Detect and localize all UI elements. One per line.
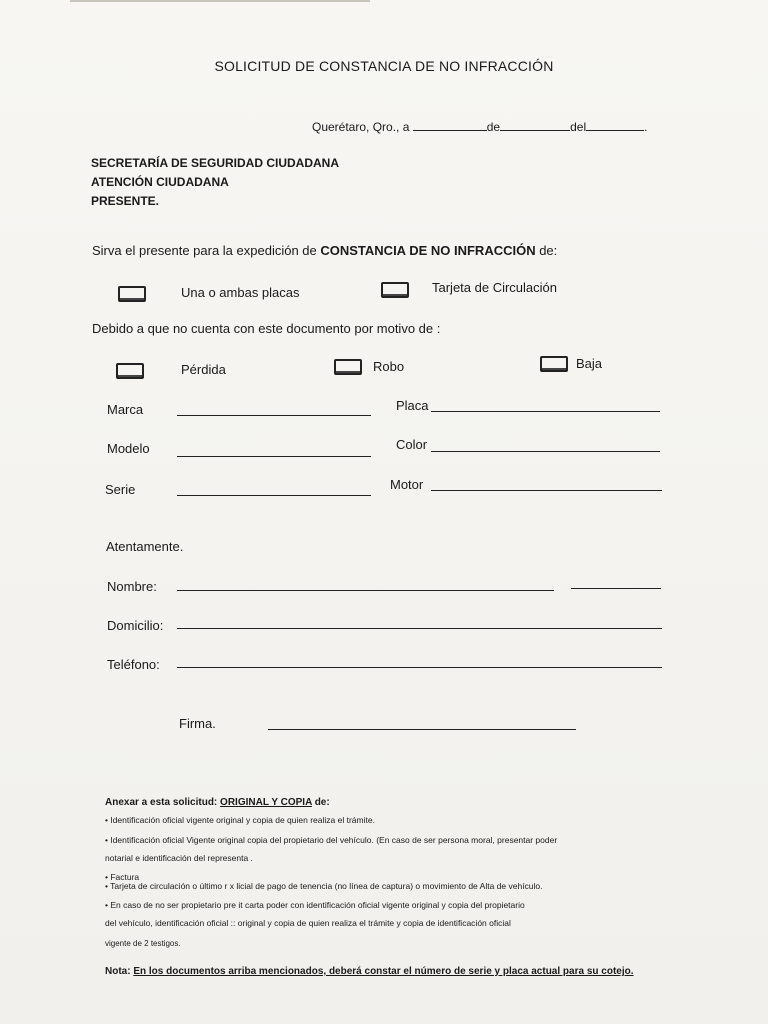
checkbox-perdida[interactable] — [116, 363, 144, 379]
color-field[interactable] — [431, 451, 660, 452]
domicilio-label: Domicilio: — [107, 618, 164, 633]
option-tarjeta-label: Tarjeta de Circulación — [432, 280, 558, 295]
annex-item-8: vigente de 2 testigos. — [105, 939, 181, 948]
marca-label: Marca — [107, 402, 144, 417]
option-robo-label: Robo — [373, 359, 405, 374]
reason-label: Debido a que no cuenta con este documento por motivo de : — [92, 321, 441, 336]
firma-label: Firma. — [179, 716, 216, 731]
request-emphasis: CONSTANCIA DE NO INFRACCIÓN — [320, 243, 536, 258]
annex-suffix: de: — [311, 797, 330, 808]
request-suffix: de: — [535, 243, 558, 258]
domicilio-field[interactable] — [177, 628, 662, 629]
date-end: . — [644, 120, 648, 134]
checkbox-baja[interactable] — [540, 356, 568, 372]
option-baja-label: Baja — [576, 356, 603, 371]
color-label: Color — [396, 437, 428, 452]
date-prefix: Querétaro, Qro., a — [312, 120, 410, 134]
annex-item-2: • Identificación oficial Vigente original copia del propietario del vehículo. (En caso de ser persona moral, presentar poder — [105, 835, 558, 845]
annex-item-3: notarial e identificación del representa . — [105, 853, 253, 863]
annex-prefix: Anexar a esta solicitud: — [105, 797, 221, 808]
note-text: En los documentos arriba mencionados, deberá constar el número de serie y placa actual para su cotejo. — [133, 966, 634, 977]
serie-field[interactable] — [177, 495, 371, 496]
date-line — [312, 118, 647, 134]
recipient-line-3: PRESENTE. — [91, 194, 160, 208]
annex-item-4: • Factura — [105, 872, 140, 882]
request-prefix: Sirva el presente para la expedición de — [92, 243, 321, 258]
modelo-label: Modelo — [107, 441, 150, 456]
annex-item-7: del vehículo, identificación oficial :: original y copia de quien realiza el trámite y copia de identificación oficial — [105, 918, 511, 928]
telefono-label: Teléfono: — [107, 657, 160, 672]
annex-item-6: • En caso de no ser propietario pre it carta poder con identificación oficial vigente original y copia del propietario — [105, 900, 525, 910]
year-blank[interactable] — [586, 118, 644, 131]
nombre-label: Nombre: — [107, 579, 157, 594]
motor-label: Motor — [390, 477, 424, 492]
annex-heading — [105, 797, 330, 808]
modelo-field[interactable] — [177, 456, 371, 457]
closing-text: Atentamente. — [106, 539, 184, 554]
placa-label: Placa — [396, 398, 429, 413]
annex-emphasis: ORIGINAL Y COPIA — [220, 797, 312, 808]
placa-field[interactable] — [431, 411, 660, 412]
request-sentence — [92, 243, 557, 258]
recipient-line-1: SECRETARÍA DE SEGURIDAD CIUDADANA — [91, 156, 340, 170]
month-blank[interactable] — [500, 118, 570, 131]
serie-label: Serie — [105, 482, 136, 497]
nombre-field[interactable] — [177, 590, 554, 591]
telefono-field[interactable] — [177, 667, 662, 668]
scan-edge — [70, 0, 370, 2]
annex-item-1: • Identificación oficial vigente original y copia de quien realiza el trámite. — [105, 815, 375, 825]
checkbox-tarjeta[interactable] — [381, 282, 409, 298]
date-de: de — [486, 120, 501, 134]
option-perdida-label: Pérdida — [181, 362, 226, 377]
note — [105, 966, 634, 977]
annex-item-5: • Tarjeta de circulación o último r x licial de pago de tenencia (no línea de captura) o movimiento de Alta de vehículo. — [105, 881, 543, 891]
option-placas-label: Una o ambas placas — [181, 285, 300, 300]
checkbox-placas[interactable] — [118, 286, 146, 302]
note-prefix: Nota: — [105, 966, 134, 977]
motor-field[interactable] — [431, 490, 662, 491]
firma-field[interactable] — [268, 729, 576, 730]
recipient-line-2: ATENCIÓN CIUDADANA — [91, 175, 229, 189]
checkbox-robo[interactable] — [334, 359, 362, 375]
day-blank[interactable] — [413, 118, 487, 131]
date-del: del — [570, 120, 587, 134]
nombre-extra-field[interactable] — [571, 588, 661, 589]
marca-field[interactable] — [177, 415, 371, 416]
document-title: SOLICITUD DE CONSTANCIA DE NO INFRACCIÓN — [214, 58, 554, 74]
